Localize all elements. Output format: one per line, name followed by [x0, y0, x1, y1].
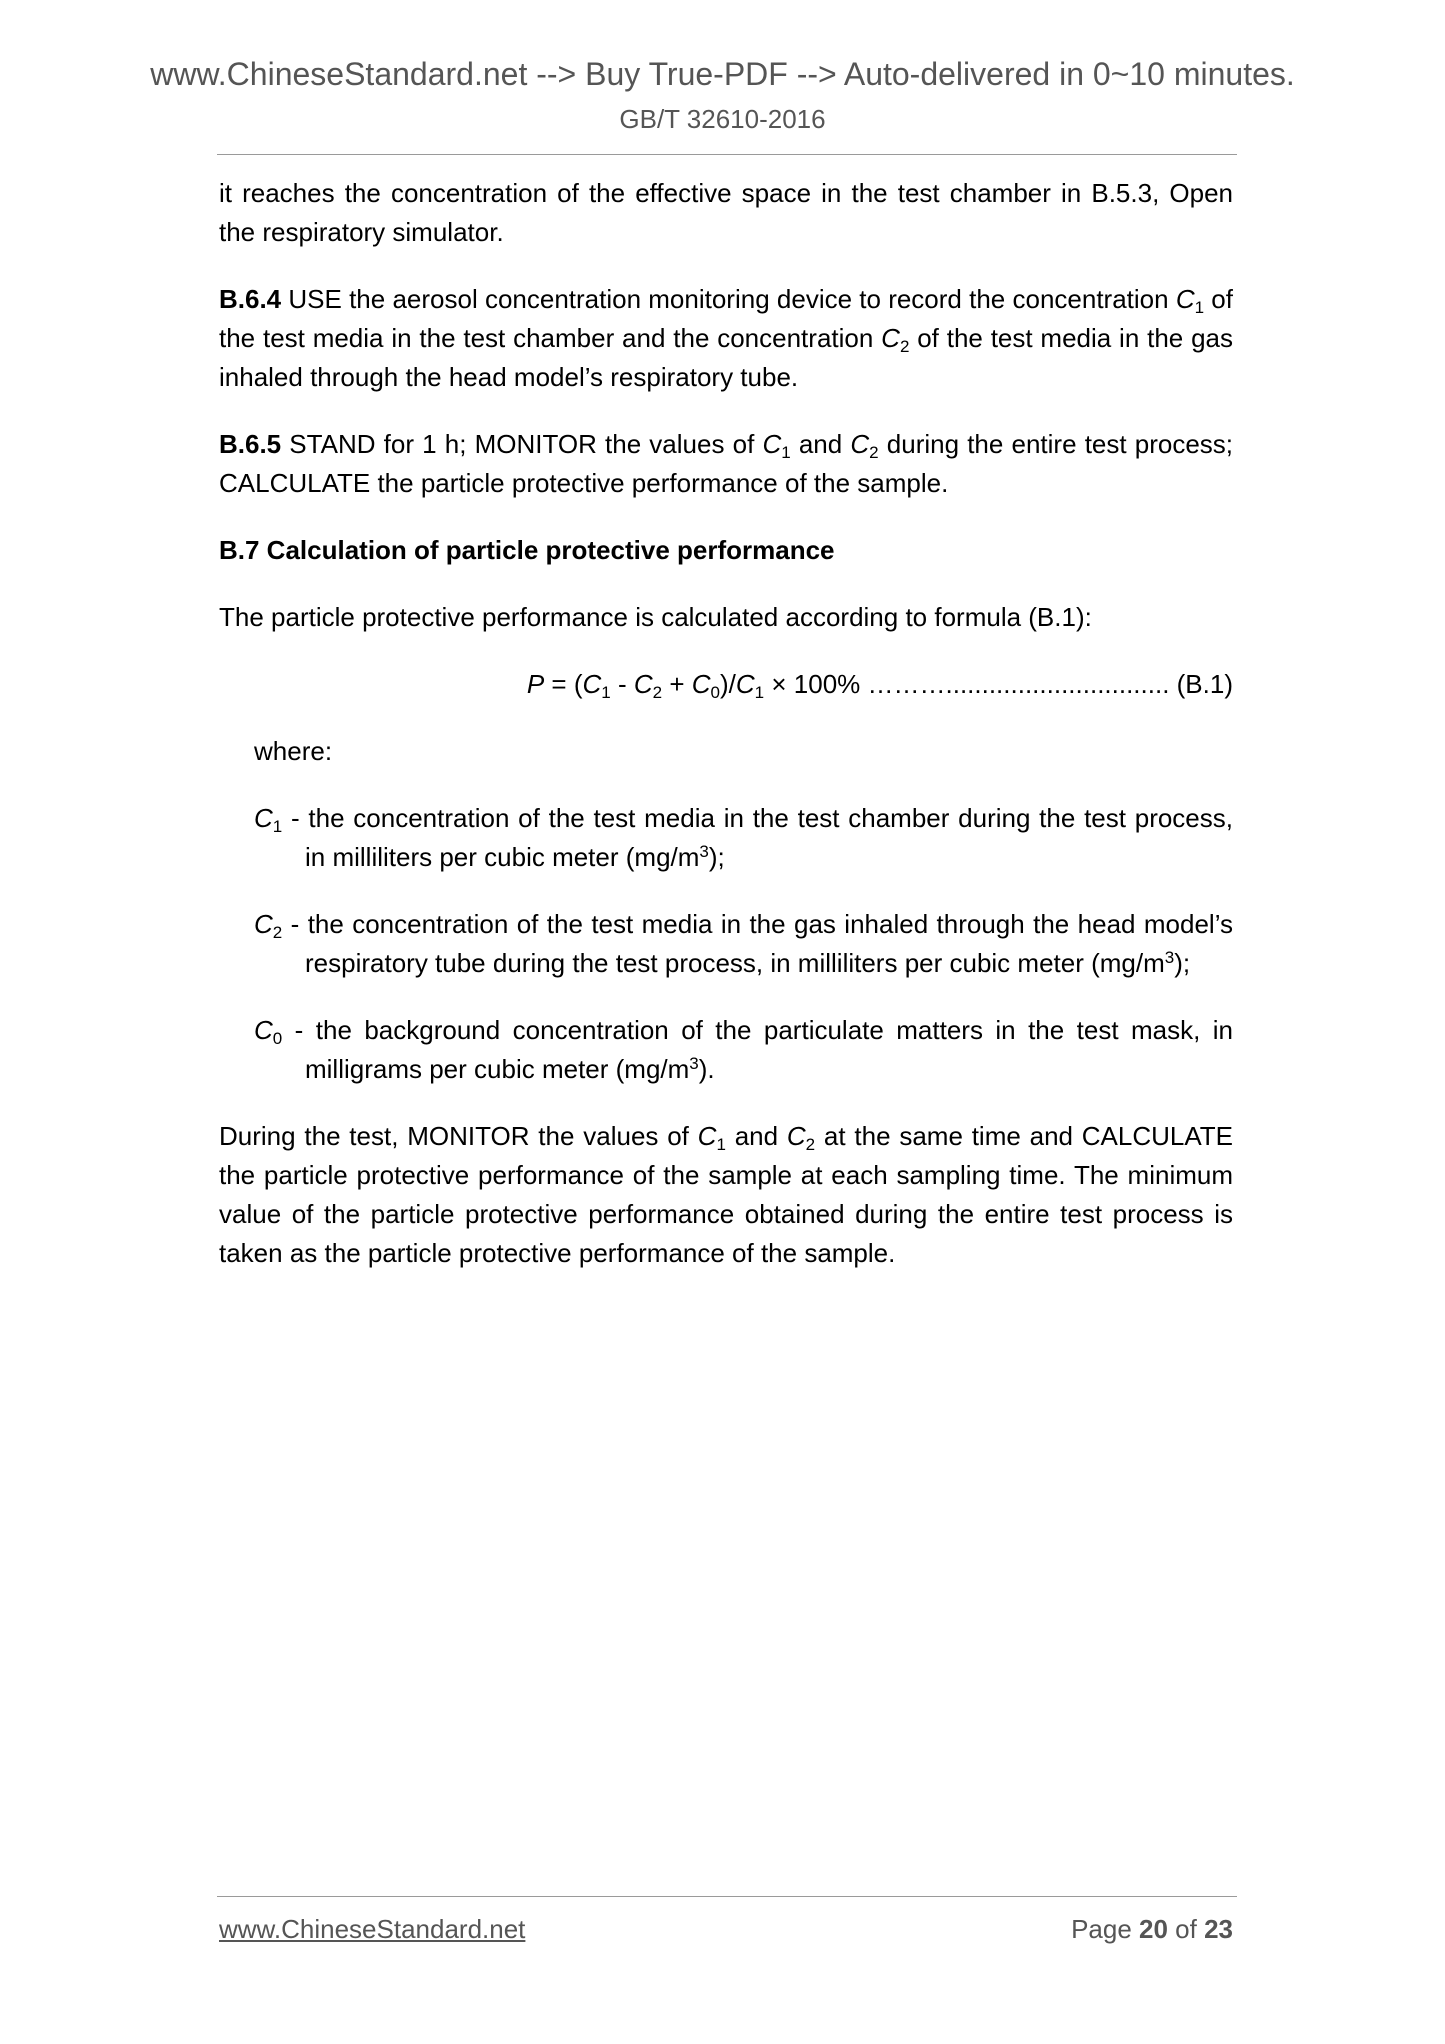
- where-label: where:: [254, 736, 333, 766]
- clause-b65: B.6.5 STAND for 1 h; MONITOR the values of $C_1$ and $C_2$ during the entire test process; CALCULATE the particle protective performance of the sample.: [219, 429, 1234, 498]
- clause-number: B.6.5: [219, 429, 282, 459]
- footer-website-link[interactable]: www.ChineseStandard.net: [219, 1914, 526, 1944]
- definition-c0: $C_0$ - the background concentration of the particulate matters in the test mask, in milligrams per cubic meter $(mg/m^3)$.: [254, 1015, 1233, 1084]
- paragraph-continuation: it reaches the concentration of the effective space in the test chamber in B.5.3, Open the respiratory simulator.: [219, 178, 1233, 247]
- definition-c1: $C_1$ - the concentration of the test media in the test chamber during the test process, in milliliters per cubic meter $(mg/m^3)$;: [254, 803, 1233, 872]
- clause-b64: B.6.4 USE the aerosol concentration monitoring device to record the concentration $C_1$ of the test media in the test chamber and the concentration $C_2$ of the test media in the gas inhaled through the head model’s respiratory tube.: [219, 284, 1234, 392]
- section-heading-b7: B.7 Calculation of particle protective performance: [219, 535, 835, 565]
- final-paragraph: During the test, MONITOR the values of $C_1$ and $C_2$ at the same time and CALCULATE the particle protective performance of the sample at each sampling time. The minimum value of the particle protective performance obtained during the entire test process is taken as the particle protective performance of the sample.: [219, 1121, 1233, 1268]
- formula-b1: $P = (C_1 - C_2 + C_0)/C_1 \times 100\%$ ………............................... (B.1): [526, 669, 1233, 702]
- current-page: 20: [1139, 1914, 1168, 1944]
- page-content: [219, 174, 1233, 1273]
- header-divider: [217, 154, 1237, 155]
- header-banner: www.ChineseStandard.net --> Buy True-PDF --> Auto-delivered in 0~10 minutes.: [150, 56, 1295, 92]
- standard-number: GB/T 32610-2016: [619, 104, 826, 134]
- formula-intro: The particle protective performance is calculated according to formula (B.1):: [219, 602, 1092, 632]
- total-pages: 23: [1204, 1914, 1233, 1944]
- footer-divider: [217, 1896, 1237, 1897]
- definition-c2: $C_2$ - the concentration of the test media in the gas inhaled through the head model’s respiratory tube during the test process, in milliliters per cubic meter $(mg/m^3)$;: [254, 909, 1233, 978]
- page-indicator: Page 20 of 23: [1071, 1914, 1233, 1944]
- clause-number: B.6.4: [219, 284, 282, 314]
